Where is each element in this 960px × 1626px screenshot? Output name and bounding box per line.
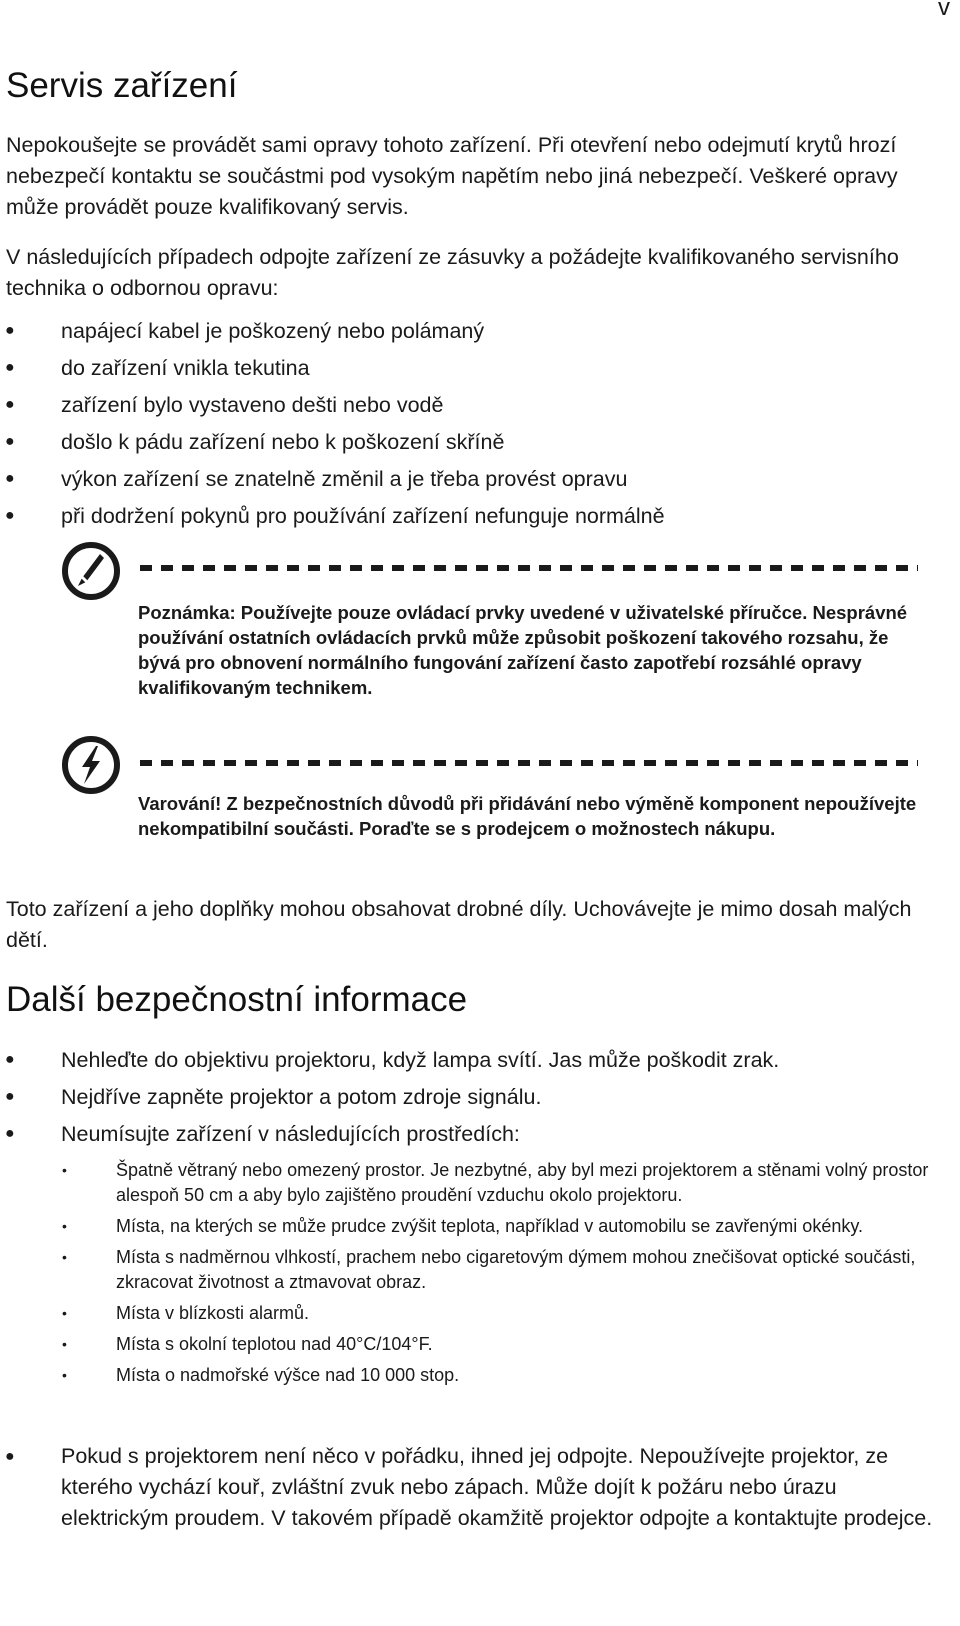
list-item: ● zařízení bylo vystaveno dešti nebo vodě	[0, 390, 940, 427]
bullet-icon: ●	[5, 359, 15, 376]
small-parts-paragraph: Toto zařízení a jeho doplňky mohou obsahovat drobné díly. Uchovávejte je mimo dosah malých dětí.	[6, 897, 912, 952]
bullet-icon: •	[62, 1336, 67, 1352]
list-item: • Špatně větraný nebo omezený prostor. Je nezbytné, aby byl mezi projektorem a stěnami volný prostor alespoň 50 cm a aby bylo zajištěno proudění vzduchu okolo projektoru.	[62, 1160, 929, 1205]
list-item: ● výkon zařízení se znatelně změnil a je třeba provést opravu	[0, 464, 940, 501]
list-item: • Místa v blízkosti alarmů.	[0, 1301, 930, 1326]
bullet-icon: ●	[5, 470, 15, 487]
list-item: • Místa o nadmořské výšce nad 10 000 stop.	[0, 1363, 930, 1388]
list-item: ● Nejdříve zapněte projektor a potom zdroje signálu.	[0, 1082, 940, 1119]
environment-sub-list	[0, 1158, 930, 1394]
page-number: v	[938, 0, 950, 21]
warning-text: Varování! Z bezpečnostních důvodů při přidávání nebo výměně komponent nepoužívejte nekompatibilní součásti. Poraďte se s prodejcem o možnostech nákupu.	[138, 793, 917, 839]
bullet-icon: •	[62, 1162, 67, 1178]
bullet-icon: ●	[5, 507, 15, 524]
bullet-icon: ●	[5, 322, 15, 339]
note-divider	[140, 565, 918, 571]
warning-lightning-icon	[60, 734, 122, 796]
service-bullet-list	[0, 316, 940, 538]
bullet-icon: ●	[5, 1125, 15, 1142]
section-title-safety: Další bezpečnostní informace	[6, 980, 468, 1019]
bullet-icon: ●	[5, 433, 15, 450]
bullet-icon: ●	[5, 1088, 15, 1105]
safety-bullet-list	[0, 1045, 940, 1156]
list-item: ● napájecí kabel je poškozený nebo polámaný	[0, 316, 940, 353]
bullet-icon: •	[62, 1305, 67, 1321]
note-text: Poznámka: Používejte pouze ovládací prvky uvedené v uživatelské příručce. Nesprávné používání ostatních ovládacích prvků může způsobit poškození takového rozsahu, že bývá pro obnovení normálního fungování zařízení často zapotřebí rozsáhlé opravy kvalifikovaným technikem.	[138, 602, 908, 698]
bullet-icon: ●	[5, 1448, 15, 1465]
list-item: ● do zařízení vnikla tekutina	[0, 353, 940, 390]
list-item: • Místa s nadměrnou vlhkostí, prachem nebo cigaretovým dýmem mohou znečišovat optické součásti, zkracovat životnost a ztmavovat obraz.	[62, 1247, 916, 1292]
note-icon	[60, 540, 122, 602]
bullet-icon: ●	[5, 1051, 15, 1068]
service-paragraph: Nepokoušejte se provádět sami opravy tohoto zařízení. Při otevření nebo odejmutí krytů hrozí nebezpečí kontaktu se součástmi pod vysokým napětím nebo jiná nebezpečí. Veškeré opravy může provádět pouze kvalifikovaný servis.	[6, 133, 898, 219]
warning-divider	[140, 760, 918, 766]
section-title-service: Servis zařízení	[6, 66, 238, 105]
list-item: ● při dodržení pokynů pro používání zařízení nefunguje normálně	[0, 501, 940, 538]
disconnect-paragraph: V následujících případech odpojte zařízení ze zásuvky a požádejte kvalifikovaného servisního technika o odbornou opravu:	[6, 245, 899, 300]
list-item: ● Nehleďte do objektivu projektoru, když lampa svítí. Jas může poškodit zrak.	[0, 1045, 940, 1082]
list-item: • Místa, na kterých se může prudce zvýšit teplota, například v automobilu se zavřenými okénky.	[0, 1214, 930, 1239]
list-item: ● Neumísujte zařízení v následujících prostředích:	[0, 1119, 940, 1156]
malfunction-bullet	[0, 1441, 940, 1534]
bullet-icon: •	[62, 1218, 67, 1234]
list-item: • Místa s okolní teplotou nad 40°C/104°F.	[0, 1332, 930, 1357]
bullet-icon: •	[62, 1249, 67, 1265]
bullet-icon: •	[62, 1367, 67, 1383]
list-item: ● došlo k pádu zařízení nebo k poškození skříně	[0, 427, 940, 464]
bullet-icon: ●	[5, 396, 15, 413]
list-item: ● Pokud s projektorem není něco v pořádku, ihned jej odpojte. Nepoužívejte projektor, ze kterého vychází kouř, zvláštní zvuk nebo zápach. Může dojít k požáru nebo úrazu elektrickým proudem. V takovém případě okamžitě projektor odpojte a kontaktujte prodejce.	[0, 1441, 940, 1534]
